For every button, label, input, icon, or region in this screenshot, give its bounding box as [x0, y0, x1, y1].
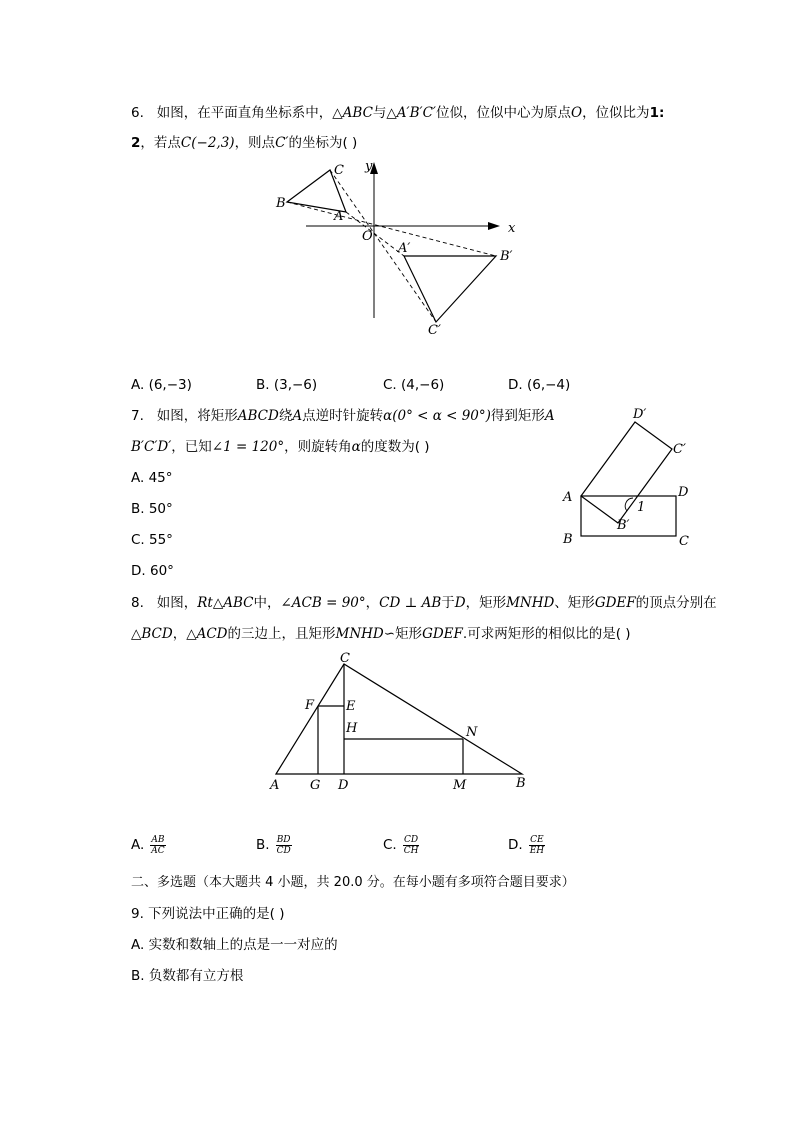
q7-option-c[interactable]: C. 55° — [131, 532, 173, 548]
q8-label-E: E — [346, 699, 356, 714]
q6-option-a[interactable]: A. (6,−3) — [131, 377, 192, 393]
q8-label-F: F — [305, 698, 315, 713]
q7-label-C: C — [679, 534, 689, 549]
q8-stem-line1: 8. 如图，Rt△ABC中，∠ACB = 90°，CD ⊥ AB于D，矩形MNHD、矩形GDEF的顶点分别在 — [131, 595, 717, 611]
q7-label-D-prime: D′ — [633, 407, 647, 422]
q6-stem-line2: 2，若点C(−2,3)，则点C′的坐标为( ) — [131, 135, 358, 151]
q6-option-d[interactable]: D. (6,−4) — [508, 377, 571, 393]
q7-figure — [555, 405, 705, 555]
q6-label-B: B — [276, 196, 286, 211]
q8-label-M: M — [453, 778, 467, 793]
q7-stem-line1: 7. 如图，将矩形ABCD绕A点逆时针旋转α(0° < α < 90°)得到矩形A — [131, 408, 555, 424]
q8-label-G: G — [310, 778, 321, 793]
q8-label-C: C — [340, 651, 350, 666]
q6-stem-line1: 6. 如图，在平面直角坐标系中，△ABC与△A′B′C′位似，位似中心为原点O，位似比为1: — [131, 105, 665, 121]
q9-option-b[interactable]: B. 负数都有立方根 — [131, 968, 244, 984]
q8-label-D: D — [338, 778, 349, 793]
q8-option-c[interactable]: C. $\frac{CD}{CH}$ — [383, 834, 419, 856]
q9-option-a[interactable]: A. 实数和数轴上的点是一一对应的 — [131, 937, 338, 953]
q8-stem-line2: △BCD，△ACD的三边上，且矩形MNHD∽矩形GDEF.可求两矩形的相似比的是( ) — [131, 626, 631, 642]
q7-label-B-prime: B′ — [617, 518, 630, 533]
q8-option-a[interactable]: A. $\frac{AB}{AC}$ — [131, 834, 165, 856]
q7-label-A: A — [563, 490, 573, 505]
q6-label-C-prime: C′ — [428, 323, 441, 338]
q7-option-a[interactable]: A. 45° — [131, 470, 173, 486]
q6-label-O: O — [362, 229, 373, 244]
q7-label-B: B — [563, 532, 573, 547]
q6-option-b[interactable]: B. (3,−6) — [256, 377, 318, 393]
q8-option-d[interactable]: D. $\frac{CE}{EH}$ — [508, 834, 545, 856]
q7-option-b[interactable]: B. 50° — [131, 501, 173, 517]
q7-label-1: 1 — [637, 500, 646, 515]
q6-figure — [270, 152, 530, 342]
q6-label-A-prime: A′ — [398, 241, 411, 256]
q6-option-c[interactable]: C. (4,−6) — [383, 377, 445, 393]
q8-label-A: A — [270, 778, 280, 793]
q8-figure — [262, 648, 537, 798]
q7-stem-line2: B′C′D′，已知∠1 = 120°，则旋转角α的度数为( ) — [131, 439, 430, 455]
q9-stem: 9. 下列说法中正确的是( ) — [131, 906, 285, 922]
q8-option-b[interactable]: B. $\frac{BD}{CD}$ — [256, 834, 291, 856]
q6-label-y: y — [365, 159, 373, 174]
q7-label-C-prime: C′ — [673, 442, 686, 457]
q8-label-B: B — [516, 776, 526, 791]
q7-label-D: D — [678, 485, 689, 500]
q8-label-N: N — [466, 725, 478, 740]
q6-label-A: A — [334, 209, 344, 224]
q6-label-x: x — [508, 221, 516, 236]
q8-label-H: H — [346, 721, 358, 736]
section-2-heading: 二、多选题（本大题共 4 小题，共 20.0 分。在每小题有多项符合题目要求） — [131, 875, 575, 890]
q6-label-B-prime: B′ — [500, 249, 513, 264]
q6-label-C: C — [334, 163, 344, 178]
q7-option-d[interactable]: D. 60° — [131, 563, 174, 579]
